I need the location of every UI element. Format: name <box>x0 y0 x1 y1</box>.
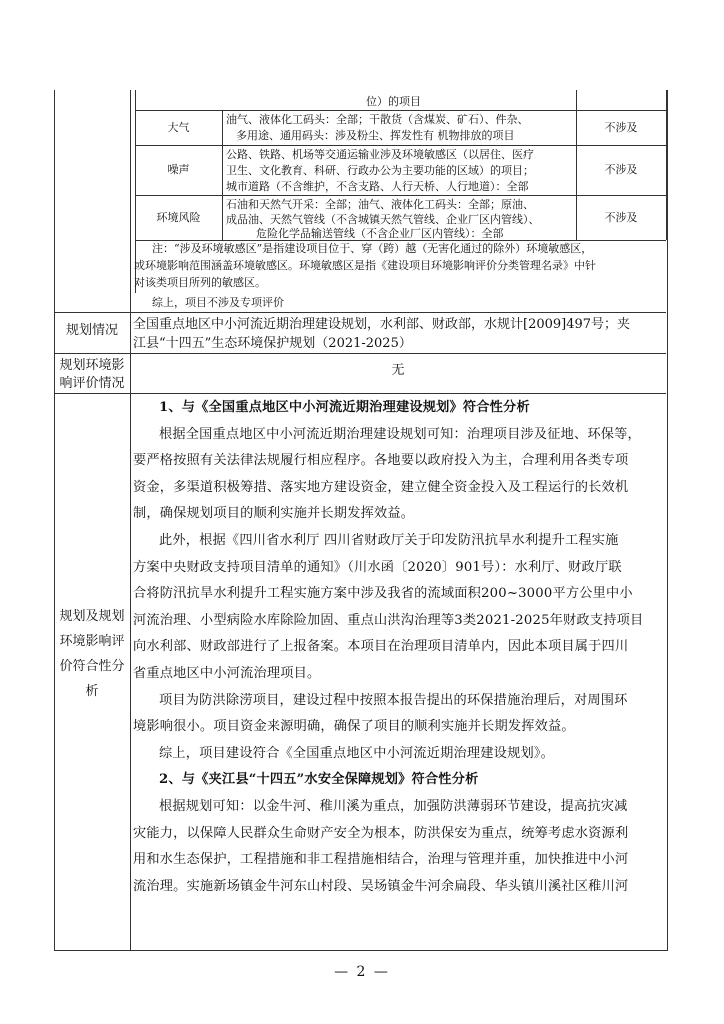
note-conclusion: 综上，项目不涉及专项评价 <box>152 296 284 309</box>
row-divider <box>54 312 666 313</box>
inner-table-col-divider-1 <box>222 110 223 240</box>
inner-row-divider <box>135 195 666 196</box>
factor-air: 大气 <box>167 121 190 134</box>
paragraph-line: 综上，项目建设符合《全国重点地区中小河流近期治理建设规划》。 <box>159 745 555 761</box>
note-line: 对该类项目所列的敏感区。 <box>134 276 266 289</box>
planning-content-line: 全国重点地区中小河流近期治理建设规划，水利部、财政部，水规计[2009]497号；夹 <box>133 317 631 332</box>
paragraph-line: 向水利部、财政部进行了上报备案。本项目在治理项目清单内，因此本项目属于四川 <box>133 639 629 655</box>
inner-row-divider <box>135 145 666 146</box>
paragraph-line: 制，确保规划项目的顺利实施并长期发挥效益。 <box>133 506 415 522</box>
compliance-label-line: 价符合性分 <box>59 659 125 674</box>
section-heading: 1、与《全国重点地区中小河流近期治理建设规划》符合性分析 <box>159 400 530 415</box>
result-env-risk: 不涉及 <box>604 211 638 224</box>
criteria-line: 危险化学品输送管线（不含企业厂区内管线）：全部 <box>256 227 504 240</box>
paragraph-line: 境影响很小。项目资金来源明确，确保了项目的顺利实施并长期发挥效益。 <box>133 719 575 735</box>
paragraph-line: 流治理。实施新场镇金牛河东山村段、吴场镇金牛河余扁段、华头镇川溪社区稚川河 <box>133 878 629 894</box>
planning-content-line: 江县“十四五”生态环境保护规划（2021-2025） <box>133 336 412 351</box>
paragraph-line: 要严格按照有关法律法规履行相应程序。各地要以政府投入为主，合理利用各类专项 <box>133 453 629 469</box>
paragraph-line: 项目为防洪除涝项目，建设过程中按照本报告提出的环保措施治理后，对周围环 <box>159 692 628 708</box>
paragraph-line: 方案中央财政支持项目清单的通知》（川水函〔2020〕901号）：水利厅、财政厅联 <box>133 559 622 575</box>
paragraph-line: 省重点地区中小河流治理项目。 <box>133 666 321 681</box>
compliance-label-line: 析 <box>85 684 99 699</box>
compliance-label-line: 环境影响评 <box>59 634 125 649</box>
inner-table-right-border <box>666 90 667 240</box>
inner-row-divider <box>135 110 666 111</box>
factor-env-risk: 环境风险 <box>156 211 201 224</box>
criteria-line: 油气、液体化工码头：全部；干散货（含煤炭、矿石）、件杂、 <box>226 113 529 126</box>
criteria-line: 多用途、通用码头：涉及粉尘、挥发性有 机物排放的项目 <box>236 129 515 142</box>
paragraph-line: 此外，根据《四川省水利厅 四川省财政厅关于印发防汛抗旱水利提升工程实施 <box>159 533 619 548</box>
continued-text: 位）的项目 <box>366 95 421 108</box>
paragraph-line: 合将防汛抗旱水利提升工程实施方案中涉及我省的流域面积200~3000平方公里中小 <box>133 586 633 602</box>
paragraph-line: 根据全国重点地区中小河流近期治理建设规划可知：治理项目涉及征地、环保等， <box>159 426 641 442</box>
result-noise: 不涉及 <box>604 163 638 176</box>
compliance-label-line: 规划及规划 <box>59 609 125 624</box>
page-number: — 2 — <box>334 964 390 980</box>
note-line: 或环境影响范围涵盖环境敏感区。环境敏感区是指《建设项目环境影响评价分类管理名录》中针 <box>134 259 596 272</box>
criteria-line: 城市道路（不含维护，不含支路、人行天桥、人行地道）：全部 <box>226 180 529 193</box>
row-divider <box>54 353 666 354</box>
criteria-line: 公路、铁路、机场等交通运输业涉及环境敏感区（以居住、医疗 <box>226 148 534 161</box>
section-heading: 2、与《夹江县“十四五”水安全保障规划》符合性分析 <box>159 772 479 788</box>
inner-row-divider <box>135 240 666 241</box>
planning-eia-label-line: 规划环境影 <box>59 358 125 373</box>
factor-noise: 噪声 <box>167 163 190 176</box>
planning-label: 规划情况 <box>65 323 118 338</box>
result-air: 不涉及 <box>604 121 638 134</box>
label-column-divider <box>130 90 131 950</box>
paragraph-line: 用和水生态保护，工程措施和非工程措施相结合，治理与管理并重，加快推进中小河 <box>133 852 629 868</box>
criteria-line: 成品油、天然气管线（不含城镇天然气管线、企业厂区内管线）、 <box>226 213 540 226</box>
note-line: 注：“涉及环境敏感区”是指建设项目位于、穿（跨）越（无害化通过的除外）环境敏感区， <box>152 242 593 255</box>
paragraph-line: 根据规划可知：以金牛河、稚川溪为重点，加强防洪薄弱环节建设，提高抗灾减 <box>159 799 628 814</box>
planning-eia-label-line: 响评价情况 <box>59 376 125 391</box>
criteria-line: 石油和天然气开采：全部；油气、液体化工码头：全部；原油、 <box>226 198 534 211</box>
paragraph-line: 资金，多渠道积极筹措、落实地方建设资金，建立健全资金投入及工程运行的长效机 <box>133 479 629 495</box>
paragraph-line: 河流治理、小型病险水库除险加固、重点山洪沟治理等3类2021-2025年财政支持项目 <box>133 612 644 628</box>
criteria-line: 卫生、文化教育、科研、行政办公为主要功能的区域）的项目； <box>226 164 534 177</box>
paragraph-line: 灾能力，以保障人民群众生命财产安全为根本，防洪保安为重点，统筹考虑水资源利 <box>133 825 629 841</box>
planning-eia-content: 无 <box>391 363 405 378</box>
